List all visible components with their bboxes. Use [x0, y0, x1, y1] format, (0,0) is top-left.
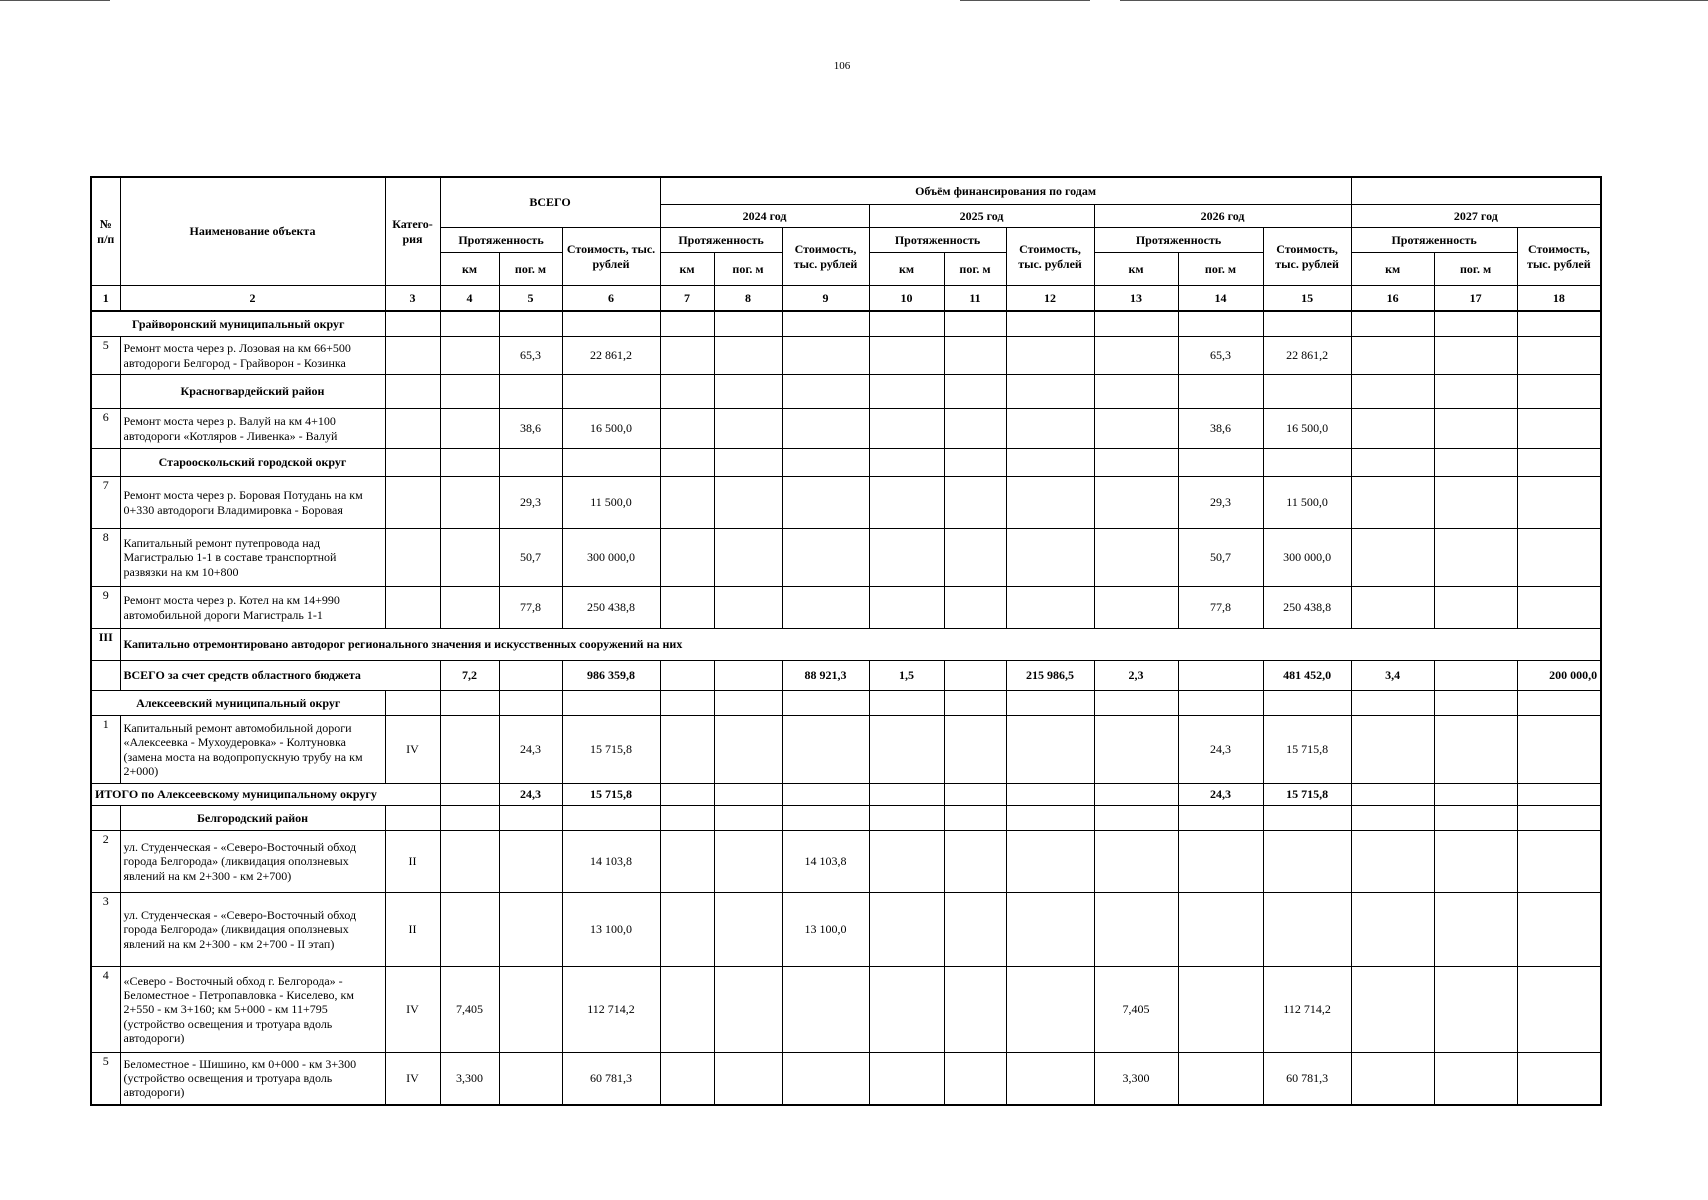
- header-year-2026: 2026 год: [1094, 205, 1351, 228]
- y2026-pogm: 29,3: [1178, 477, 1263, 529]
- header-empty: [1351, 177, 1601, 205]
- y2026-km: 3,300: [1094, 1053, 1178, 1105]
- header-pogm: пог. м: [714, 253, 782, 286]
- col-number: 11: [944, 286, 1006, 312]
- category: IV: [385, 967, 440, 1053]
- col-number: 16: [1351, 286, 1434, 312]
- col-number: 5: [499, 286, 562, 312]
- header-length: Протяженность: [660, 228, 782, 253]
- table-row: [91, 409, 1601, 449]
- section-title: Красногвардейский район: [120, 375, 385, 409]
- object-name: Капитальный ремонт путепровода над Магистралью 1-1 в составе транспортной развязки на км 10+800: [120, 529, 385, 587]
- total-cost: 15 715,8: [562, 784, 660, 806]
- section-row: [91, 806, 1601, 831]
- y2026-km: 2,3: [1094, 661, 1178, 691]
- row-number: 6: [91, 409, 120, 449]
- col-number: 13: [1094, 286, 1178, 312]
- y2026-cost: 300 000,0: [1263, 529, 1351, 587]
- row-number: 9: [91, 587, 120, 629]
- row-number: 7: [91, 477, 120, 529]
- y2026-pogm: 65,3: [1178, 337, 1263, 375]
- header-length: Протяженность: [1351, 228, 1517, 253]
- section-row: [91, 375, 1601, 409]
- table-row: [91, 587, 1601, 629]
- col-number: 6: [562, 286, 660, 312]
- header-cost: Стоимость, тыс. рублей: [562, 228, 660, 286]
- y2026-cost: 481 452,0: [1263, 661, 1351, 691]
- y2026-cost: 22 861,2: [1263, 337, 1351, 375]
- category: II: [385, 831, 440, 893]
- total-km: 3,300: [440, 1053, 499, 1105]
- total-cost: 14 103,8: [562, 831, 660, 893]
- object-name: Ремонт моста через р. Боровая Потудань на км 0+330 автодороги Владимировка - Боровая: [120, 477, 385, 529]
- total-cost: 16 500,0: [562, 409, 660, 449]
- y2026-pogm: 50,7: [1178, 529, 1263, 587]
- row-number: 4: [91, 967, 120, 1053]
- total-cost: 15 715,8: [562, 716, 660, 784]
- header-year-2024: 2024 год: [660, 205, 869, 228]
- header-km: км: [1094, 253, 1178, 286]
- y2026-cost: 15 715,8: [1263, 784, 1351, 806]
- header-pogm: пог. м: [499, 253, 562, 286]
- y2025-cost: 215 986,5: [1006, 661, 1094, 691]
- total-km: 7,405: [440, 967, 499, 1053]
- subtotal-row: [91, 784, 1601, 806]
- col-number: 9: [782, 286, 869, 312]
- table-row: [91, 831, 1601, 893]
- col-number: 1: [91, 286, 120, 312]
- total-pogm: 77,8: [499, 587, 562, 629]
- total-pogm: 50,7: [499, 529, 562, 587]
- col-number: 7: [660, 286, 714, 312]
- table-row: [91, 337, 1601, 375]
- header-num: № п/п: [91, 177, 120, 286]
- header-cost: Стоимость, тыс. рублей: [1006, 228, 1094, 286]
- y2026-cost: 15 715,8: [1263, 716, 1351, 784]
- section-row: [91, 691, 1601, 716]
- header-financing: Объём финансирования по годам: [660, 177, 1351, 205]
- part-number: III: [91, 629, 120, 661]
- object-name: «Северо - Восточный обход г. Белгорода» - Беломестное - Петропавловка - Киселево, км 2+550 - км 3+160; км 5+000 - км 11+795 (устройство освещения и тротуара вдоль автодороги): [120, 967, 385, 1053]
- col-number: 3: [385, 286, 440, 312]
- col-number: 12: [1006, 286, 1094, 312]
- grand-total-label: ВСЕГО за счет средств областного бюджета: [120, 661, 440, 691]
- category: IV: [385, 1053, 440, 1105]
- object-name: Капитальный ремонт автомобильной дороги «Алексеевка - Мухоудеровка» - Колтуновка (замена моста на водопропускную трубу на км 2+000): [120, 716, 385, 784]
- header-pogm: пог. м: [944, 253, 1006, 286]
- col-number: 4: [440, 286, 499, 312]
- section-title: Грайворонский муниципальный округ: [91, 311, 385, 337]
- header-cost: Стоимость, тыс. рублей: [1263, 228, 1351, 286]
- table-row: [91, 716, 1601, 784]
- object-name: ул. Студенческая - «Северо-Восточный обход города Белгорода» (ликвидация оползневых явлений на км 2+300 - км 2+700): [120, 831, 385, 893]
- header-km: км: [660, 253, 714, 286]
- col-number: 10: [869, 286, 944, 312]
- page-number: 106: [833, 60, 851, 72]
- section-row: [91, 311, 1601, 337]
- y2024-cost: 88 921,3: [782, 661, 869, 691]
- category: IV: [385, 716, 440, 784]
- col-number: 2: [120, 286, 385, 312]
- table-row: [91, 477, 1601, 529]
- header-length: Протяженность: [1094, 228, 1263, 253]
- total-cost: 300 000,0: [562, 529, 660, 587]
- header-cost: Стоимость, тыс. рублей: [782, 228, 869, 286]
- scan-edge-line: [0, 0, 110, 1]
- total-cost: 112 714,2: [562, 967, 660, 1053]
- y2027-cost: 200 000,0: [1517, 661, 1601, 691]
- col-number: 17: [1434, 286, 1517, 312]
- y2027-km: 3,4: [1351, 661, 1434, 691]
- y2026-pogm: 38,6: [1178, 409, 1263, 449]
- section-title: Белгородский район: [120, 806, 385, 831]
- header-total: ВСЕГО: [440, 177, 660, 228]
- y2026-pogm: 24,3: [1178, 784, 1263, 806]
- row-number: 2: [91, 831, 120, 893]
- col-number: 18: [1517, 286, 1601, 312]
- header-category: Катего-рия: [385, 177, 440, 286]
- row-number: 5: [91, 337, 120, 375]
- row-number: 8: [91, 529, 120, 587]
- header-name: Наименование объекта: [120, 177, 385, 286]
- subtotal-label: ИТОГО по Алексеевскому муниципальному округу: [91, 784, 440, 806]
- y2025-km: 1,5: [869, 661, 944, 691]
- grand-total-row: [91, 661, 1601, 691]
- header-km: км: [440, 253, 499, 286]
- total-cost: 13 100,0: [562, 893, 660, 967]
- col-number: 8: [714, 286, 782, 312]
- part-header-row: [91, 629, 1601, 661]
- header-year-2027: 2027 год: [1351, 205, 1601, 228]
- scan-edge-line: [960, 0, 1090, 1]
- header-pogm: пог. м: [1178, 253, 1263, 286]
- header-pogm: пог. м: [1434, 253, 1517, 286]
- section-title: Старооскольский городской округ: [120, 449, 385, 477]
- total-pogm: 29,3: [499, 477, 562, 529]
- total-pogm: 65,3: [499, 337, 562, 375]
- scan-edge-line: [1120, 0, 1708, 1]
- y2026-pogm: 77,8: [1178, 587, 1263, 629]
- total-cost: 986 359,8: [562, 661, 660, 691]
- header-km: км: [1351, 253, 1434, 286]
- row-number: 5: [91, 1053, 120, 1105]
- object-name: ул. Студенческая - «Северо-Восточный обход города Белгорода» (ликвидация оползневых явлений на км 2+300 - км 2+700 - II этап): [120, 893, 385, 967]
- financing-table-wrapper: [90, 176, 1602, 1106]
- y2026-pogm: 24,3: [1178, 716, 1263, 784]
- header-km: км: [869, 253, 944, 286]
- total-cost: 60 781,3: [562, 1053, 660, 1105]
- y2026-cost: 250 438,8: [1263, 587, 1351, 629]
- table-row: [91, 967, 1601, 1053]
- total-km: 7,2: [440, 661, 499, 691]
- object-name: Ремонт моста через р. Валуй на км 4+100 автодороги «Котляров - Ливенка» - Валуй: [120, 409, 385, 449]
- object-name: Ремонт моста через р. Лозовая на км 66+500 автодороги Белгород - Грайворон - Козинка: [120, 337, 385, 375]
- row-number: 3: [91, 893, 120, 967]
- section-title: Алексеевский муниципальный округ: [91, 691, 385, 716]
- y2026-cost: 112 714,2: [1263, 967, 1351, 1053]
- header-length: Протяженность: [869, 228, 1006, 253]
- category: II: [385, 893, 440, 967]
- y2026-cost: 16 500,0: [1263, 409, 1351, 449]
- object-name: Беломестное - Шишино, км 0+000 - км 3+300 (устройство освещения и тротуара вдоль автодороги): [120, 1053, 385, 1105]
- table-row: [91, 529, 1601, 587]
- total-cost: 250 438,8: [562, 587, 660, 629]
- part-title: Капитально отремонтировано автодорог регионального значения и искусственных сооружений на них: [120, 629, 1601, 661]
- y2024-cost: 13 100,0: [782, 893, 869, 967]
- section-row: [91, 449, 1601, 477]
- object-name: Ремонт моста через р. Котел на км 14+990 автомобильной дороги Магистраль 1-1: [120, 587, 385, 629]
- y2026-km: 7,405: [1094, 967, 1178, 1053]
- header-length: Протяженность: [440, 228, 562, 253]
- financing-table: [90, 176, 1602, 1106]
- column-numbers-row: [91, 286, 1601, 312]
- total-pogm: 38,6: [499, 409, 562, 449]
- y2026-cost: 60 781,3: [1263, 1053, 1351, 1105]
- row-number: 1: [91, 716, 120, 784]
- total-pogm: 24,3: [499, 784, 562, 806]
- y2026-cost: 11 500,0: [1263, 477, 1351, 529]
- total-cost: 22 861,2: [562, 337, 660, 375]
- header-year-2025: 2025 год: [869, 205, 1094, 228]
- table-row: [91, 1053, 1601, 1105]
- table-row: [91, 893, 1601, 967]
- col-number: 15: [1263, 286, 1351, 312]
- total-cost: 11 500,0: [562, 477, 660, 529]
- header-cost: Стоимость, тыс. рублей: [1517, 228, 1601, 286]
- total-pogm: 24,3: [499, 716, 562, 784]
- y2024-cost: 14 103,8: [782, 831, 869, 893]
- col-number: 14: [1178, 286, 1263, 312]
